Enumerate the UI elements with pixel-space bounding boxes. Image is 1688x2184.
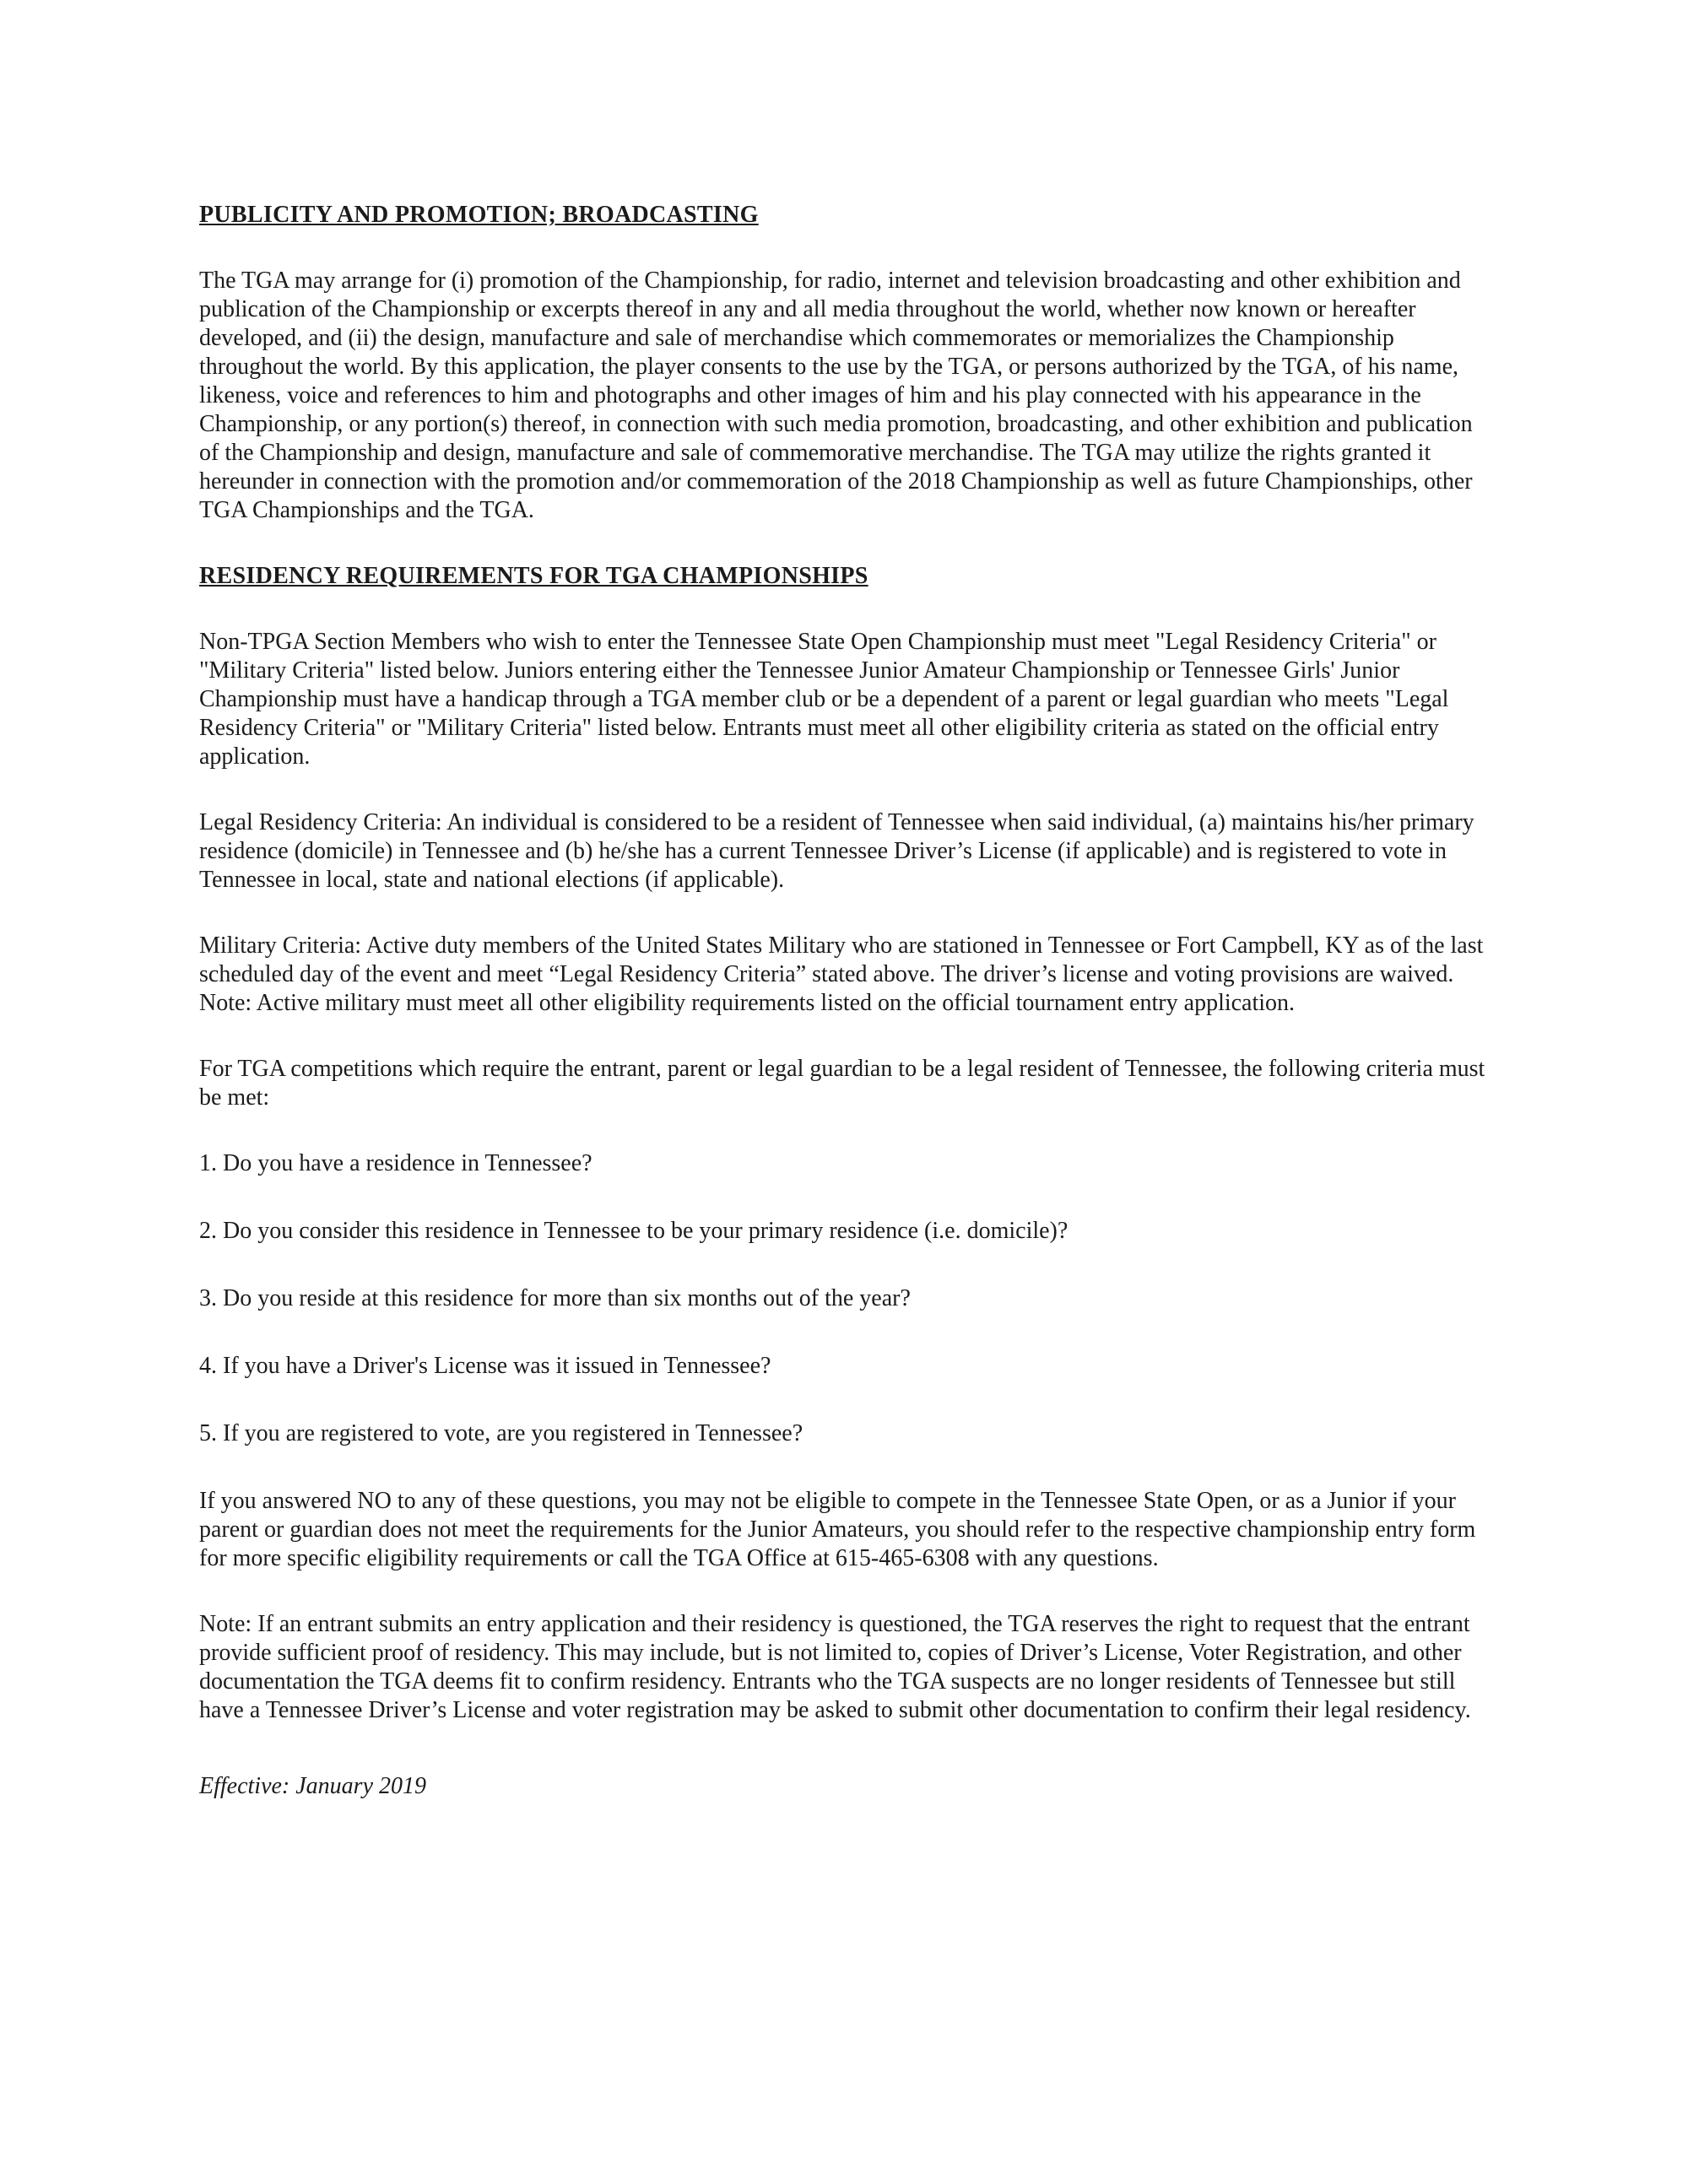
legal-residency-criteria-paragraph: Legal Residency Criteria: An individual is considered to be a resident of Tennessee when said individual, (a) maintains his/her primary residence (domicile) in Tennessee and (b) he/she has a current Tennessee Driver’s License (if applicable) and is registered to vote in Tennessee in local, state and national elections (if applicable). [199, 809, 1474, 893]
residency-question-2: 2. Do you consider this residence in Tennessee to be your primary residence (i.e. domicile)? [199, 1218, 1069, 1244]
no-answer-paragraph: If you answered NO to any of these questions, you may not be eligible to compete in the Tennessee State Open, or as a Junior if your parent or guardian does not meet the requirements for the Junior Amateurs, you should refer to the respective championship entry form for more specific eligibility requirements or call the TGA Office at 615-465-6308 with any questions. [199, 1488, 1476, 1571]
competitions-intro-paragraph: For TGA competitions which require the entrant, parent or legal guardian to be a legal resident of Tennessee, the following criteria must be met: [199, 1056, 1485, 1111]
residency-question-1: 1. Do you have a residence in Tennessee? [199, 1150, 592, 1176]
effective-date: Effective: January 2019 [199, 1773, 427, 1799]
residency-question-4: 4. If you have a Driver's License was it issued in Tennessee? [199, 1353, 771, 1379]
publicity-heading: PUBLICITY AND PROMOTION; BROADCASTING [199, 202, 759, 228]
residency-heading: RESIDENCY REQUIREMENTS FOR TGA CHAMPIONSHIPS [199, 563, 868, 589]
residency-question-5: 5. If you are registered to vote, are you registered in Tennessee? [199, 1420, 803, 1446]
residency-question-3: 3. Do you reside at this residence for more than six months out of the year? [199, 1285, 911, 1311]
publicity-body-paragraph: The TGA may arrange for (i) promotion of the Championship, for radio, internet and television broadcasting and other exhibition and publication of the Championship or excerpts thereof in any and all media throughout the world, whether now known or hereafter developed, and (ii) the design, manufacture and sale of merchandise which commemorates or memorializes the Championship throughout the world. By this application, the player consents to the use by the TGA, or persons authorized by the TGA, of his name, likeness, voice and references to him and photographs and other images of him and his play connected with his appearance in the Championship, or any portion(s) thereof, in connection with such media promotion, broadcasting, and other exhibition and publication of the Championship and design, manufacture and sale of commemorative merchandise. The TGA may utilize the rights granted it hereunder in connection with the promotion and/or commemoration of the 2018 Championship as well as future Championships, other TGA Championships and the TGA. [199, 268, 1473, 523]
military-criteria-paragraph: Military Criteria: Active duty members of the United States Military who are stationed in Tennessee or Fort Campbell, KY as of the last scheduled day of the event and meet “Legal Residency Criteria” stated above. The driver’s license and voting provisions are waived. Note: Active military must meet all other eligibility requirements listed on the official tournament entry application. [199, 933, 1484, 1016]
residency-intro-paragraph: Non-TPGA Section Members who wish to enter the Tennessee State Open Championship must meet "Legal Residency Criteria" or "Military Criteria" listed below. Juniors entering either the Tennessee Junior Amateur Championship or Tennessee Girls' Junior Championship must have a handicap through a TGA member club or be a dependent of a parent or legal guardian who meets "Legal Residency Criteria" or "Military Criteria" listed below. Entrants must meet all other eligibility criteria as stated on the official entry application. [199, 629, 1449, 770]
residency-proof-paragraph: Note: If an entrant submits an entry application and their residency is questioned, the TGA reserves the right to request that the entrant provide sufficient proof of residency. This may include, but is not limited to, copies of Driver’s License, Voter Registration, and other documentation the TGA deems fit to confirm residency. Entrants who the TGA suspects are no longer residents of Tennessee but still have a Tennessee Driver’s License and voter registration may be asked to submit other documentation to confirm their legal residency. [199, 1611, 1471, 1723]
